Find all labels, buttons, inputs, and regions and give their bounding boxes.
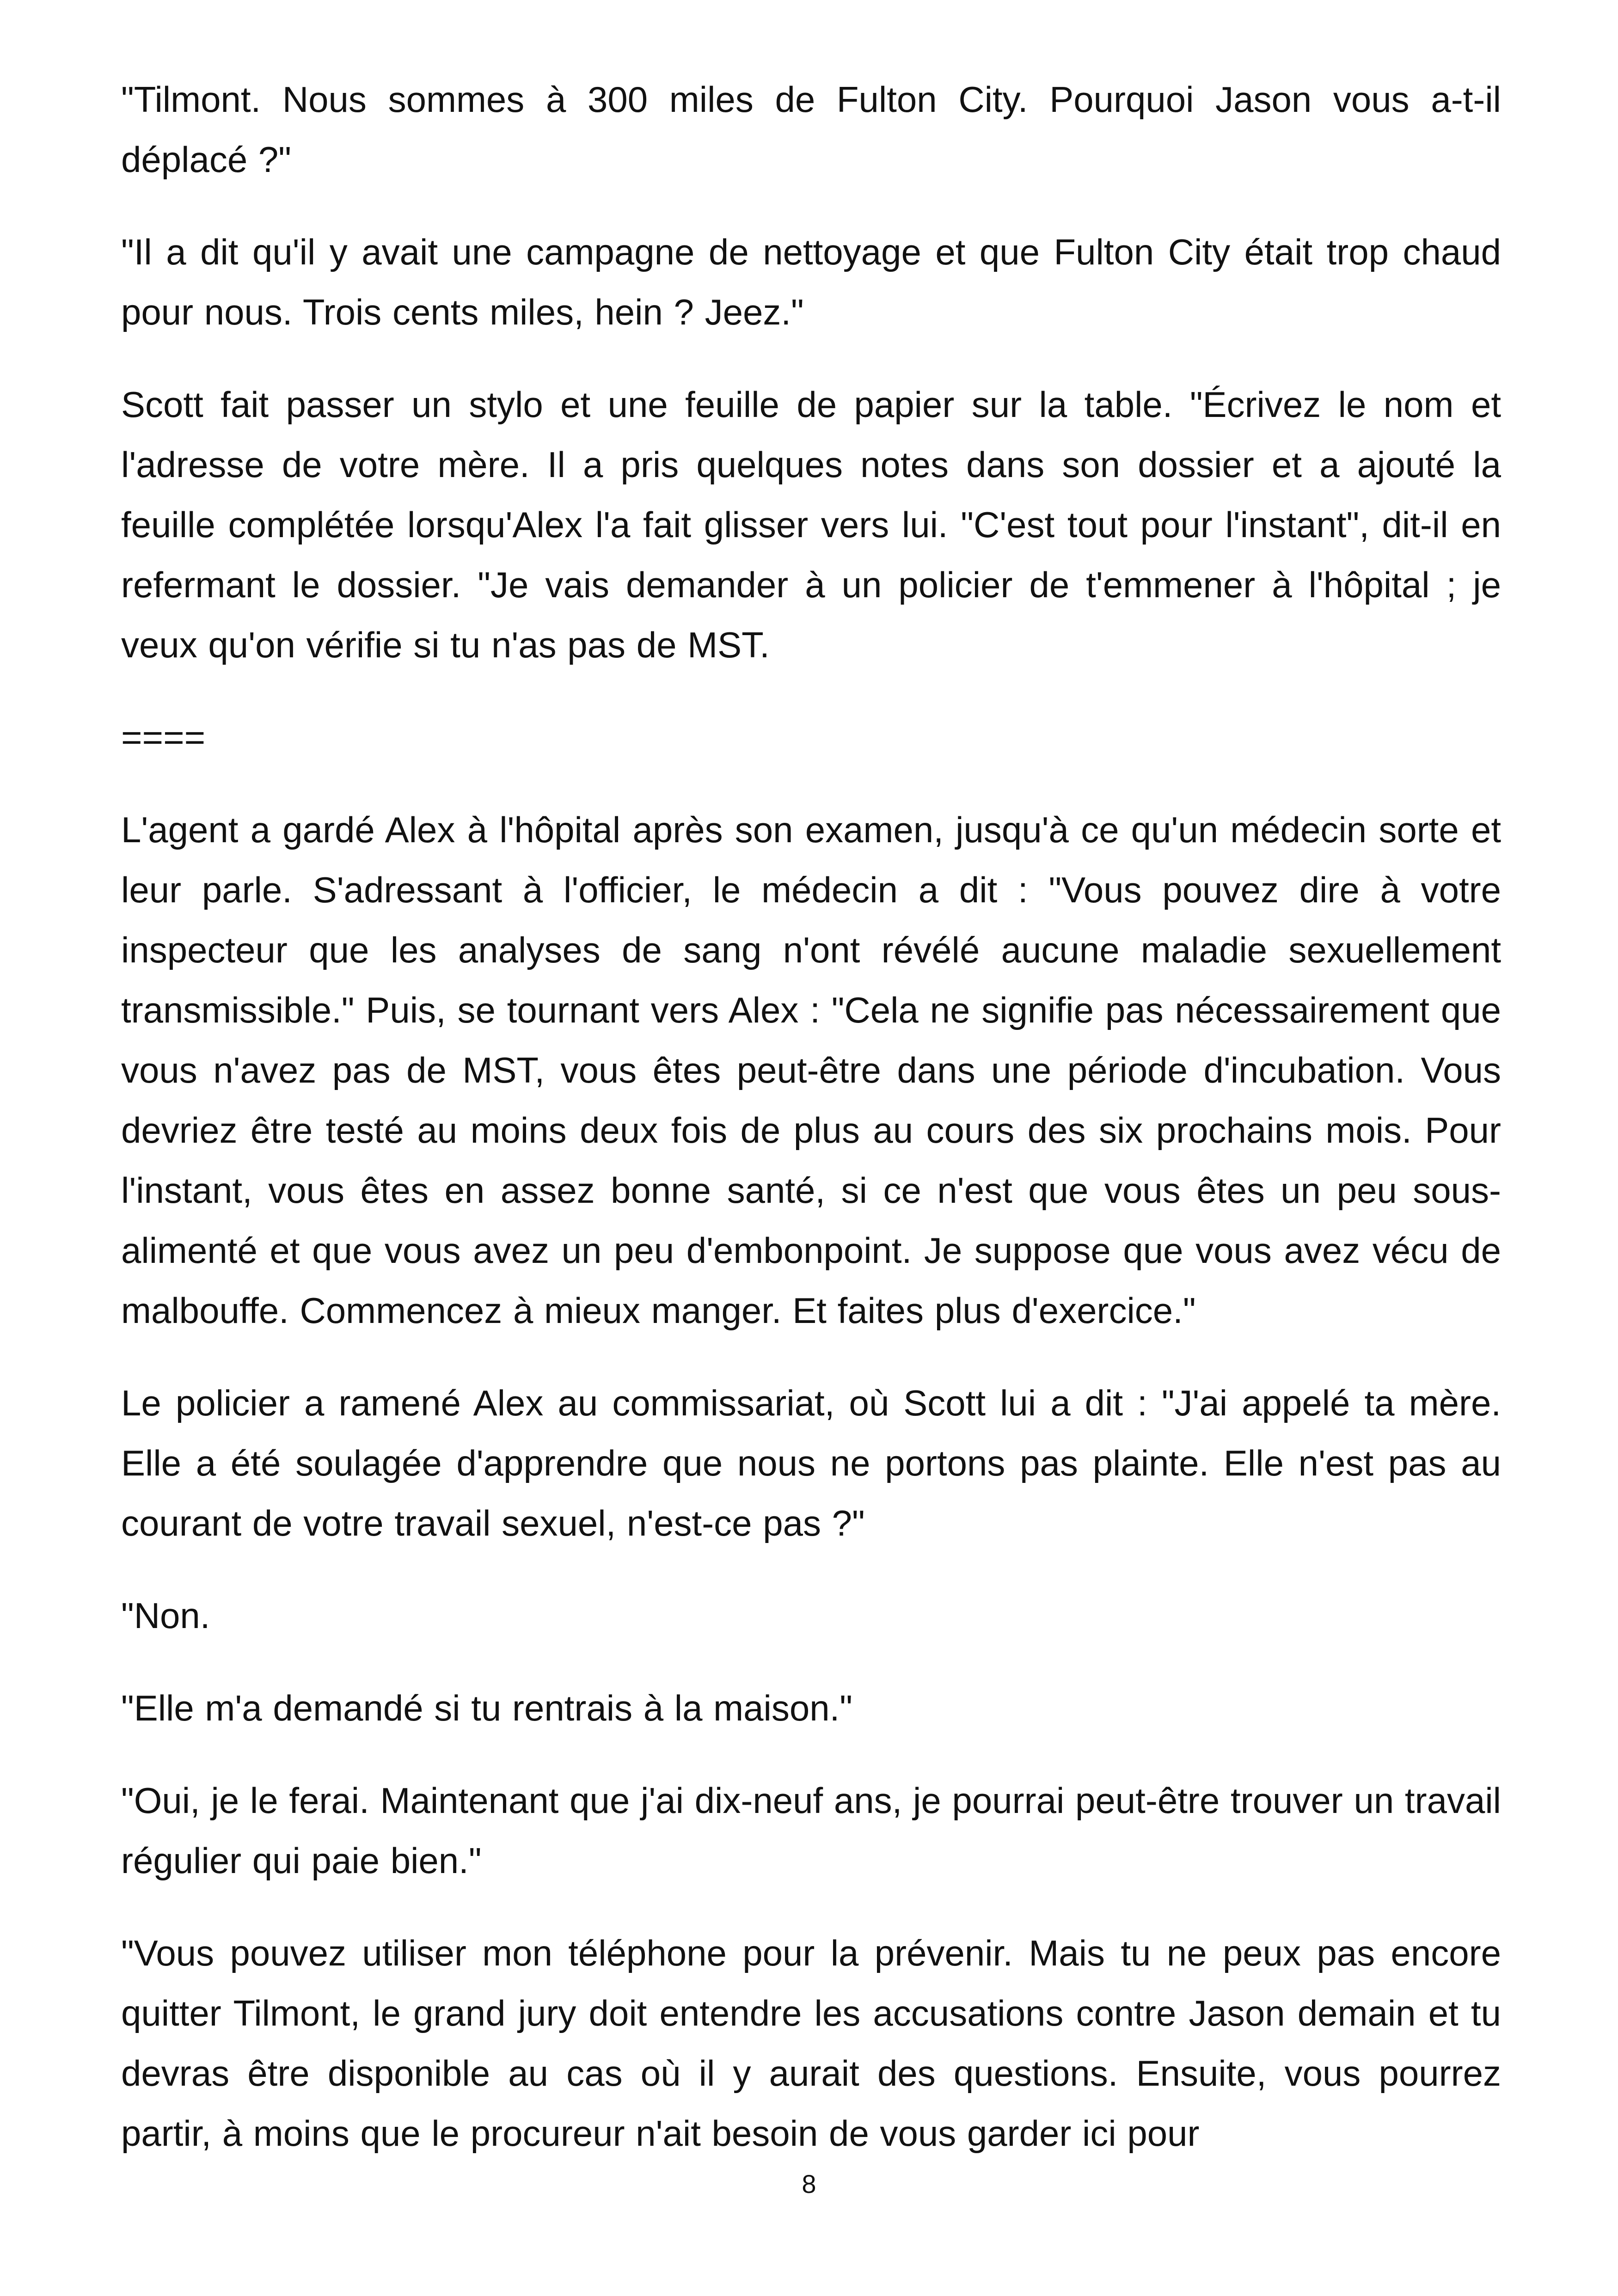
page-number: 8 [802, 2169, 816, 2198]
document-page [121, 69, 1501, 2196]
paragraph: Scott fait passer un stylo et une feuille de papier sur la table. "Écrivez le nom et l'adresse de votre mère. Il a pris quelques notes dans son dossier et a ajouté la feuille complétée lorsqu'Alex l'a fait glisser vers lui. "C'est tout pour l'instant", dit-il en refermant le dossier. "Je vais demander à un policier de t'emmener à l'hôpital ; je veux qu'on vérifie si tu n'as pas de MST. [121, 384, 1501, 665]
paragraph: Le policier a ramené Alex au commissariat, où Scott lui a dit : "J'ai appelé ta mère. Elle a été soulagée d'apprendre que nous ne portons pas plainte. Elle n'est pas au courant de votre travail sexuel, n'est-ce pas ?" [121, 1383, 1501, 1543]
paragraph: "Il a dit qu'il y avait une campagne de nettoyage et que Fulton City était trop chaud pour nous. Trois cents miles, hein ? Jeez." [121, 232, 1501, 332]
paragraph: "Elle m'a demandé si tu rentrais à la maison." [121, 1688, 852, 1728]
paragraph: "Vous pouvez utiliser mon téléphone pour la prévenir. Mais tu ne peux pas encore quitter Tilmont, le grand jury doit entendre les accusations contre Jason demain et tu devras être disponible au cas où il y aurait des questions. Ensuite, vous pourrez partir, à moins que le procureur n'ait besoin de vous garder ici pour [121, 1933, 1501, 2154]
paragraph: L'agent a gardé Alex à l'hôpital après son examen, jusqu'à ce qu'un médecin sorte et leur parle. S'adressant à l'officier, le médecin a dit : "Vous pouvez dire à votre inspecteur que les analyses de sang n'ont révélé aucune maladie sexuellement transmissible." Puis, se tournant vers Alex : "Cela ne signifie pas nécessairement que vous n'avez pas de MST, vous êtes peut-être dans une période d'incubation. Vous devriez être testé au moins deux fois de plus au cours des six prochains mois. Pour l'instant, vous êtes en assez bonne santé, si ce n'est que vous êtes un peu sous-alimenté et que vous avez un peu d'embonpoint. Je suppose que vous avez vécu de malbouffe. Commencez à mieux manger. Et faites plus d'exercice." [121, 809, 1501, 1331]
section-separator: ==== [121, 717, 206, 758]
paragraph: "Tilmont. Nous sommes à 300 miles de Fulton City. Pourquoi Jason vous a-t-il déplacé ?" [121, 79, 1501, 180]
paragraph: "Non. [121, 1595, 210, 1636]
paragraph: "Oui, je le ferai. Maintenant que j'ai dix-neuf ans, je pourrai peut-être trouver un travail régulier qui paie bien." [121, 1780, 1501, 1881]
